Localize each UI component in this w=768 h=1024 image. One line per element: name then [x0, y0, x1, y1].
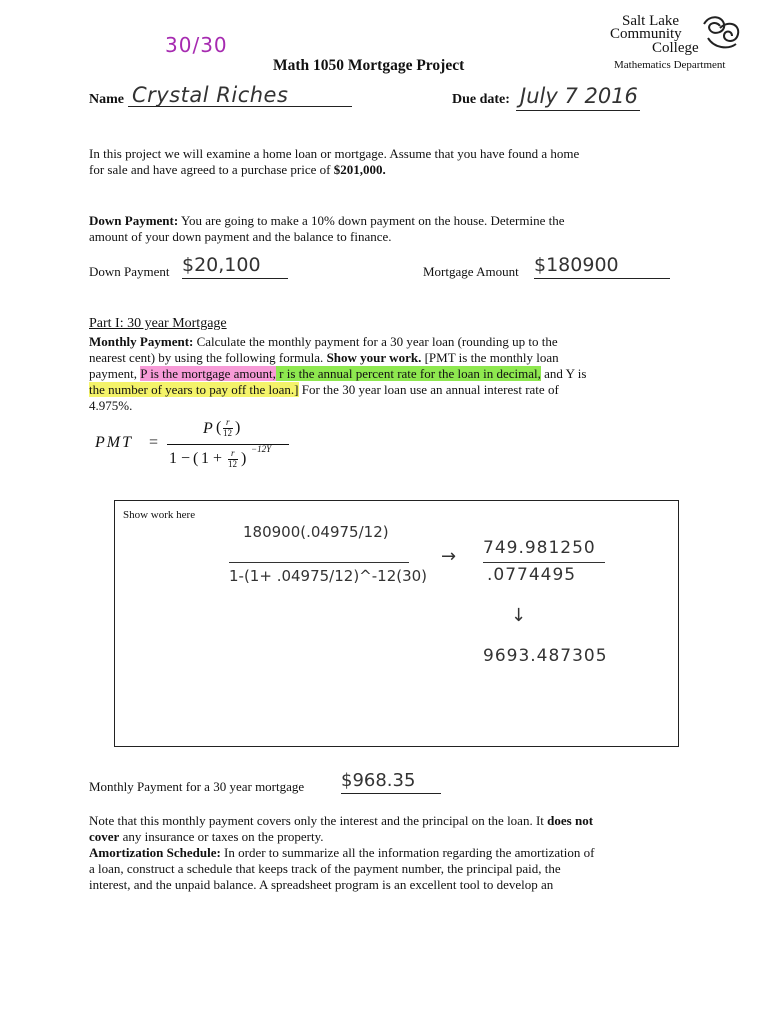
formula-den-one-plus: 1 + [201, 450, 223, 467]
part1-line1 [89, 334, 689, 350]
work-final-result: 9693.487305 [483, 646, 608, 666]
part1-line2-tail: [PMT is the monthly loan [421, 350, 559, 365]
intro-paragraph [89, 146, 689, 178]
part1-heading: Part I: 30 year Mortgage [89, 316, 227, 331]
down-payment-underline [182, 278, 288, 279]
work-numerator: 180900(.04975/12) [243, 523, 389, 541]
monthly-payment-heading: Monthly Payment: [89, 334, 194, 349]
formula-den-open-paren: ( [193, 450, 199, 467]
college-name-line3: College [652, 40, 699, 56]
note-paragraph [89, 813, 689, 893]
formula-lhs: PMT [95, 434, 133, 451]
due-date-value: July 7 2016 [520, 84, 638, 108]
purchase-price: $201,000. [333, 162, 386, 177]
part1-line3-text: payment, [89, 366, 141, 381]
due-date-label: Due date: [452, 92, 510, 107]
college-logo [606, 14, 746, 76]
amortization-text: In order to summarize all the information regarding the amortization of [220, 845, 595, 860]
highlight-pink: P is the mortgage amount, [140, 366, 276, 381]
part1-line1-text: Calculate the monthly payment for a 30 year loan (rounding up to the [193, 334, 558, 349]
due-date-underline [516, 110, 640, 111]
note-line2-text: any insurance or taxes on the property. [119, 829, 324, 844]
pmt-formula [95, 417, 315, 472]
intro-line1: In this project we will examine a home loan or mortgage. Assume that you have found a home [89, 146, 580, 161]
work-down-arrow-icon: ↓ [511, 605, 527, 626]
work-result-fraction-bar [483, 562, 605, 563]
work-result-numerator: 749.981250 [483, 538, 596, 558]
part1-line5: 4.975%. [89, 398, 133, 413]
highlight-green: r is the annual percent rate for the loan in decimal, [275, 366, 541, 381]
amortization-line2: a loan, construct a schedule that keeps track of the payment number, the principal paid, the [89, 861, 561, 876]
college-emblem-icon [700, 14, 744, 54]
note-line2 [89, 829, 689, 845]
formula-numerator-P: P [203, 420, 213, 437]
formula-num-r: r [226, 417, 230, 427]
monthly-payment-label: Monthly Payment for a 30 year mortgage [89, 779, 305, 794]
college-name-line2: Community [610, 26, 682, 42]
monthly-payment-underline [341, 793, 441, 794]
show-work-instruction: Show your work. [326, 350, 422, 365]
down-payment-text: You are going to make a 10% down payment on the house. Determine the [178, 213, 565, 228]
part1-line4-text: For the 30 year loan use an annual interest rate of [298, 382, 559, 397]
work-result-denominator: .0774495 [487, 565, 577, 585]
part1-line4 [89, 382, 689, 398]
note-line1-text: Note that this monthly payment covers only the interest and the principal on the loan. It [89, 813, 548, 828]
down-payment-value: $20,100 [182, 254, 261, 276]
formula-den-12: 12 [228, 459, 237, 469]
does-not-emphasis: does not [547, 813, 594, 828]
work-denominator: 1-(1+ .04975/12)^-12(30) [229, 567, 428, 585]
part1-line3 [89, 366, 689, 382]
formula-den-close-paren: ) [241, 450, 247, 467]
formula-exponent: −12Y [251, 444, 272, 454]
down-payment-label: Down Payment [89, 264, 170, 279]
name-label: Name [89, 92, 124, 107]
name-value: Crystal Riches [132, 83, 289, 107]
grade-mark: 30/30 [165, 33, 228, 57]
college-name-line1: Salt Lake [622, 13, 680, 29]
show-work-label: Show work here [123, 509, 196, 521]
formula-num-open-paren: ( [216, 419, 222, 436]
amortization-line3: interest, and the unpaid balance. A spreadsheet program is an excellent tool to develop an [89, 877, 554, 892]
mortgage-amount-label: Mortgage Amount [423, 264, 519, 279]
intro-line2-text: for sale and have agreed to a purchase price of [89, 162, 334, 177]
show-work-box [114, 500, 679, 747]
down-payment-line1 [89, 213, 689, 229]
down-payment-heading: Down Payment: [89, 213, 179, 228]
intro-line2 [89, 162, 689, 178]
down-payment-line2: amount of your down payment and the balance to finance. [89, 229, 392, 244]
part1-line2 [89, 350, 689, 366]
page-title: Math 1050 Mortgage Project [273, 57, 465, 74]
mortgage-amount-value: $180900 [534, 254, 619, 276]
formula-num-close-paren: ) [235, 419, 241, 436]
work-fraction-bar [229, 562, 409, 563]
highlight-yellow: the number of years to pay off the loan.] [89, 382, 299, 397]
formula-den-r: r [231, 448, 235, 458]
formula-den-one: 1 − [169, 450, 191, 467]
formula-equals: = [149, 434, 159, 451]
work-arrow-icon: → [441, 546, 457, 567]
part1-line3-tail: and Y is [540, 366, 587, 381]
monthly-payment-value: $968.35 [341, 770, 416, 791]
cover-emphasis: cover [89, 829, 120, 844]
part1-paragraph [89, 334, 689, 414]
amortization-heading: Amortization Schedule: [89, 845, 221, 860]
department-name: Mathematics Department [614, 59, 726, 71]
down-payment-paragraph [89, 213, 689, 245]
note-line1 [89, 813, 689, 829]
mortgage-amount-underline [534, 278, 670, 279]
part1-line2-text: nearest cent) by using the following formula. [89, 350, 327, 365]
formula-num-12: 12 [223, 428, 232, 438]
amortization-line1 [89, 845, 689, 861]
